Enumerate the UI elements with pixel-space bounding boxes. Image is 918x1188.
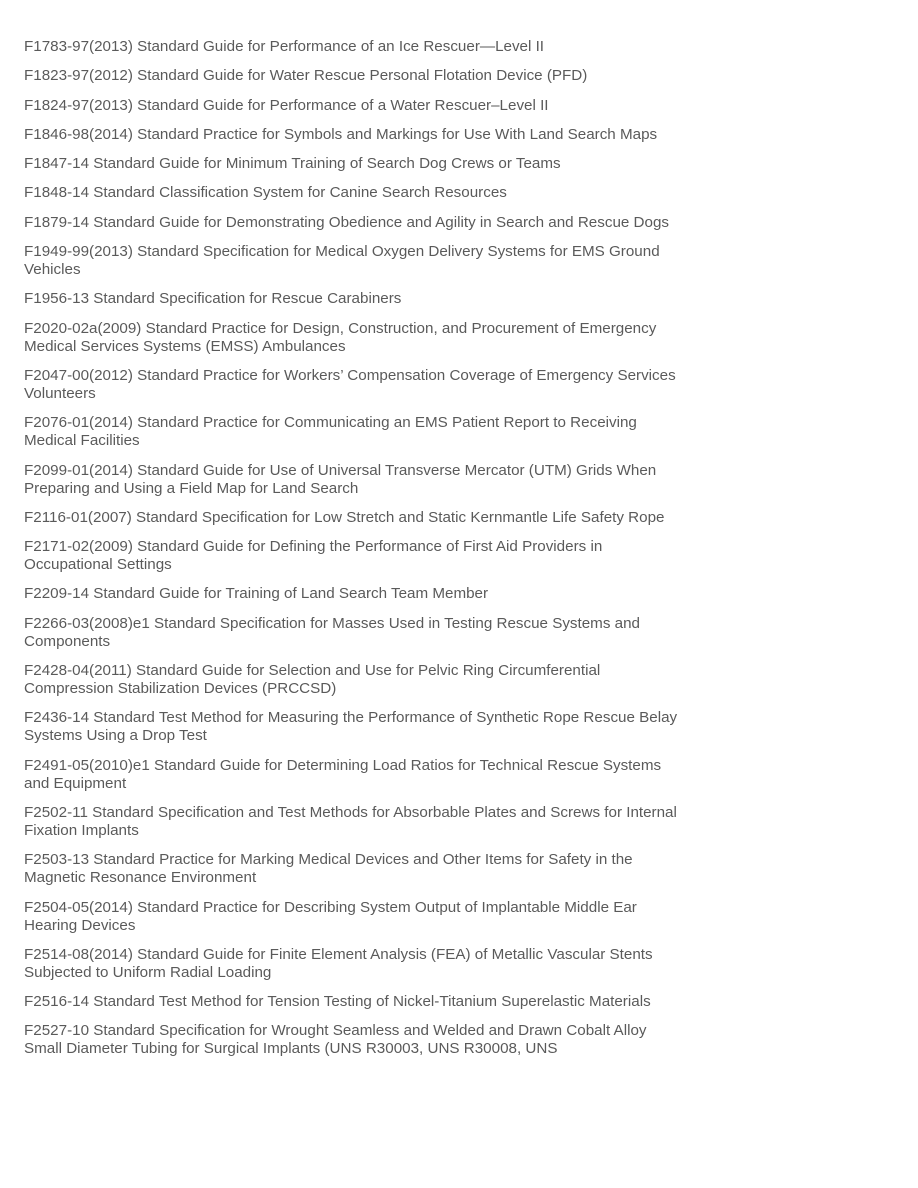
list-item: F1823-97(2012) Standard Guide for Water Rescue Personal Flotation Device (PFD)	[24, 67, 588, 85]
list-item: F2514-08(2014) Standard Guide for Finite Element Analysis (FEA) of Metallic Vascular Stents Subjected to Uniform Radial Loading	[24, 945, 653, 981]
list-item: F2503-13 Standard Practice for Marking Medical Devices and Other Items for Safety in the Magnetic Resonance Environment	[24, 851, 633, 887]
list-item: F1846-98(2014) Standard Practice for Symbols and Markings for Use With Land Search Maps	[24, 125, 658, 143]
list-item: F2047-00(2012) Standard Practice for Workers’ Compensation Coverage of Emergency Services Volunteers	[24, 366, 676, 402]
list-item: F1824-97(2013) Standard Guide for Performance of a Water Rescuer–Level II	[24, 96, 549, 114]
list-item: F2502-11 Standard Specification and Test Methods for Absorbable Plates and Screws for Internal Fixation Implants	[24, 803, 677, 839]
list-item: F2436-14 Standard Test Method for Measuring the Performance of Synthetic Rope Rescue Belay Systems Using a Drop Test	[24, 709, 678, 745]
list-item: F2209-14 Standard Guide for Training of Land Search Team Member	[24, 585, 489, 603]
list-item: F1879-14 Standard Guide for Demonstrating Obedience and Agility in Search and Rescue Dogs	[24, 213, 670, 231]
list-item: F1949-99(2013) Standard Specification for Medical Oxygen Delivery Systems for EMS Ground Vehicles	[24, 243, 660, 279]
list-item: F2527-10 Standard Specification for Wrought Seamless and Welded and Drawn Cobalt Alloy Small Diameter Tubing for Surgical Implants (UNS R30003, UNS R30008, UNS	[24, 1022, 647, 1058]
list-item: F1956-13 Standard Specification for Rescue Carabiners	[24, 290, 402, 308]
list-item: F2491-05(2010)e1 Standard Guide for Determining Load Ratios for Technical Rescue Systems and Equipment	[24, 756, 662, 792]
list-item: F2171-02(2009) Standard Guide for Defining the Performance of First Aid Providers in Occupational Settings	[24, 538, 603, 574]
list-item: F2504-05(2014) Standard Practice for Describing System Output of Implantable Middle Ear Hearing Devices	[24, 898, 637, 934]
list-item: F2516-14 Standard Test Method for Tension Testing of Nickel-Titanium Superelastic Materials	[24, 993, 651, 1011]
list-item: F2076-01(2014) Standard Practice for Communicating an EMS Patient Report to Receiving Medical Facilities	[24, 414, 637, 450]
list-item: F2266-03(2008)e1 Standard Specification for Masses Used in Testing Rescue Systems and Components	[24, 614, 640, 650]
list-item: F2099-01(2014) Standard Guide for Use of Universal Transverse Mercator (UTM) Grids When Preparing and Using a Field Map for Land Search	[24, 461, 657, 497]
standards-list	[24, 38, 684, 1070]
list-item: F2116-01(2007) Standard Specification for Low Stretch and Static Kernmantle Life Safety Rope	[24, 508, 665, 526]
list-item: F1783-97(2013) Standard Guide for Performance of an Ice Rescuer—Level II	[24, 38, 545, 55]
list-item: F1848-14 Standard Classification System for Canine Search Resources	[24, 184, 507, 202]
list-item: F2020-02a(2009) Standard Practice for Design, Construction, and Procurement of Emergency Medical Services Systems (EMSS) Ambulances	[24, 319, 657, 355]
list-item: F1847-14 Standard Guide for Minimum Training of Search Dog Crews or Teams	[24, 155, 561, 173]
list-item: F2428-04(2011) Standard Guide for Selection and Use for Pelvic Ring Circumferential Compression Stabilization Devices (PRCCSD)	[24, 662, 601, 698]
